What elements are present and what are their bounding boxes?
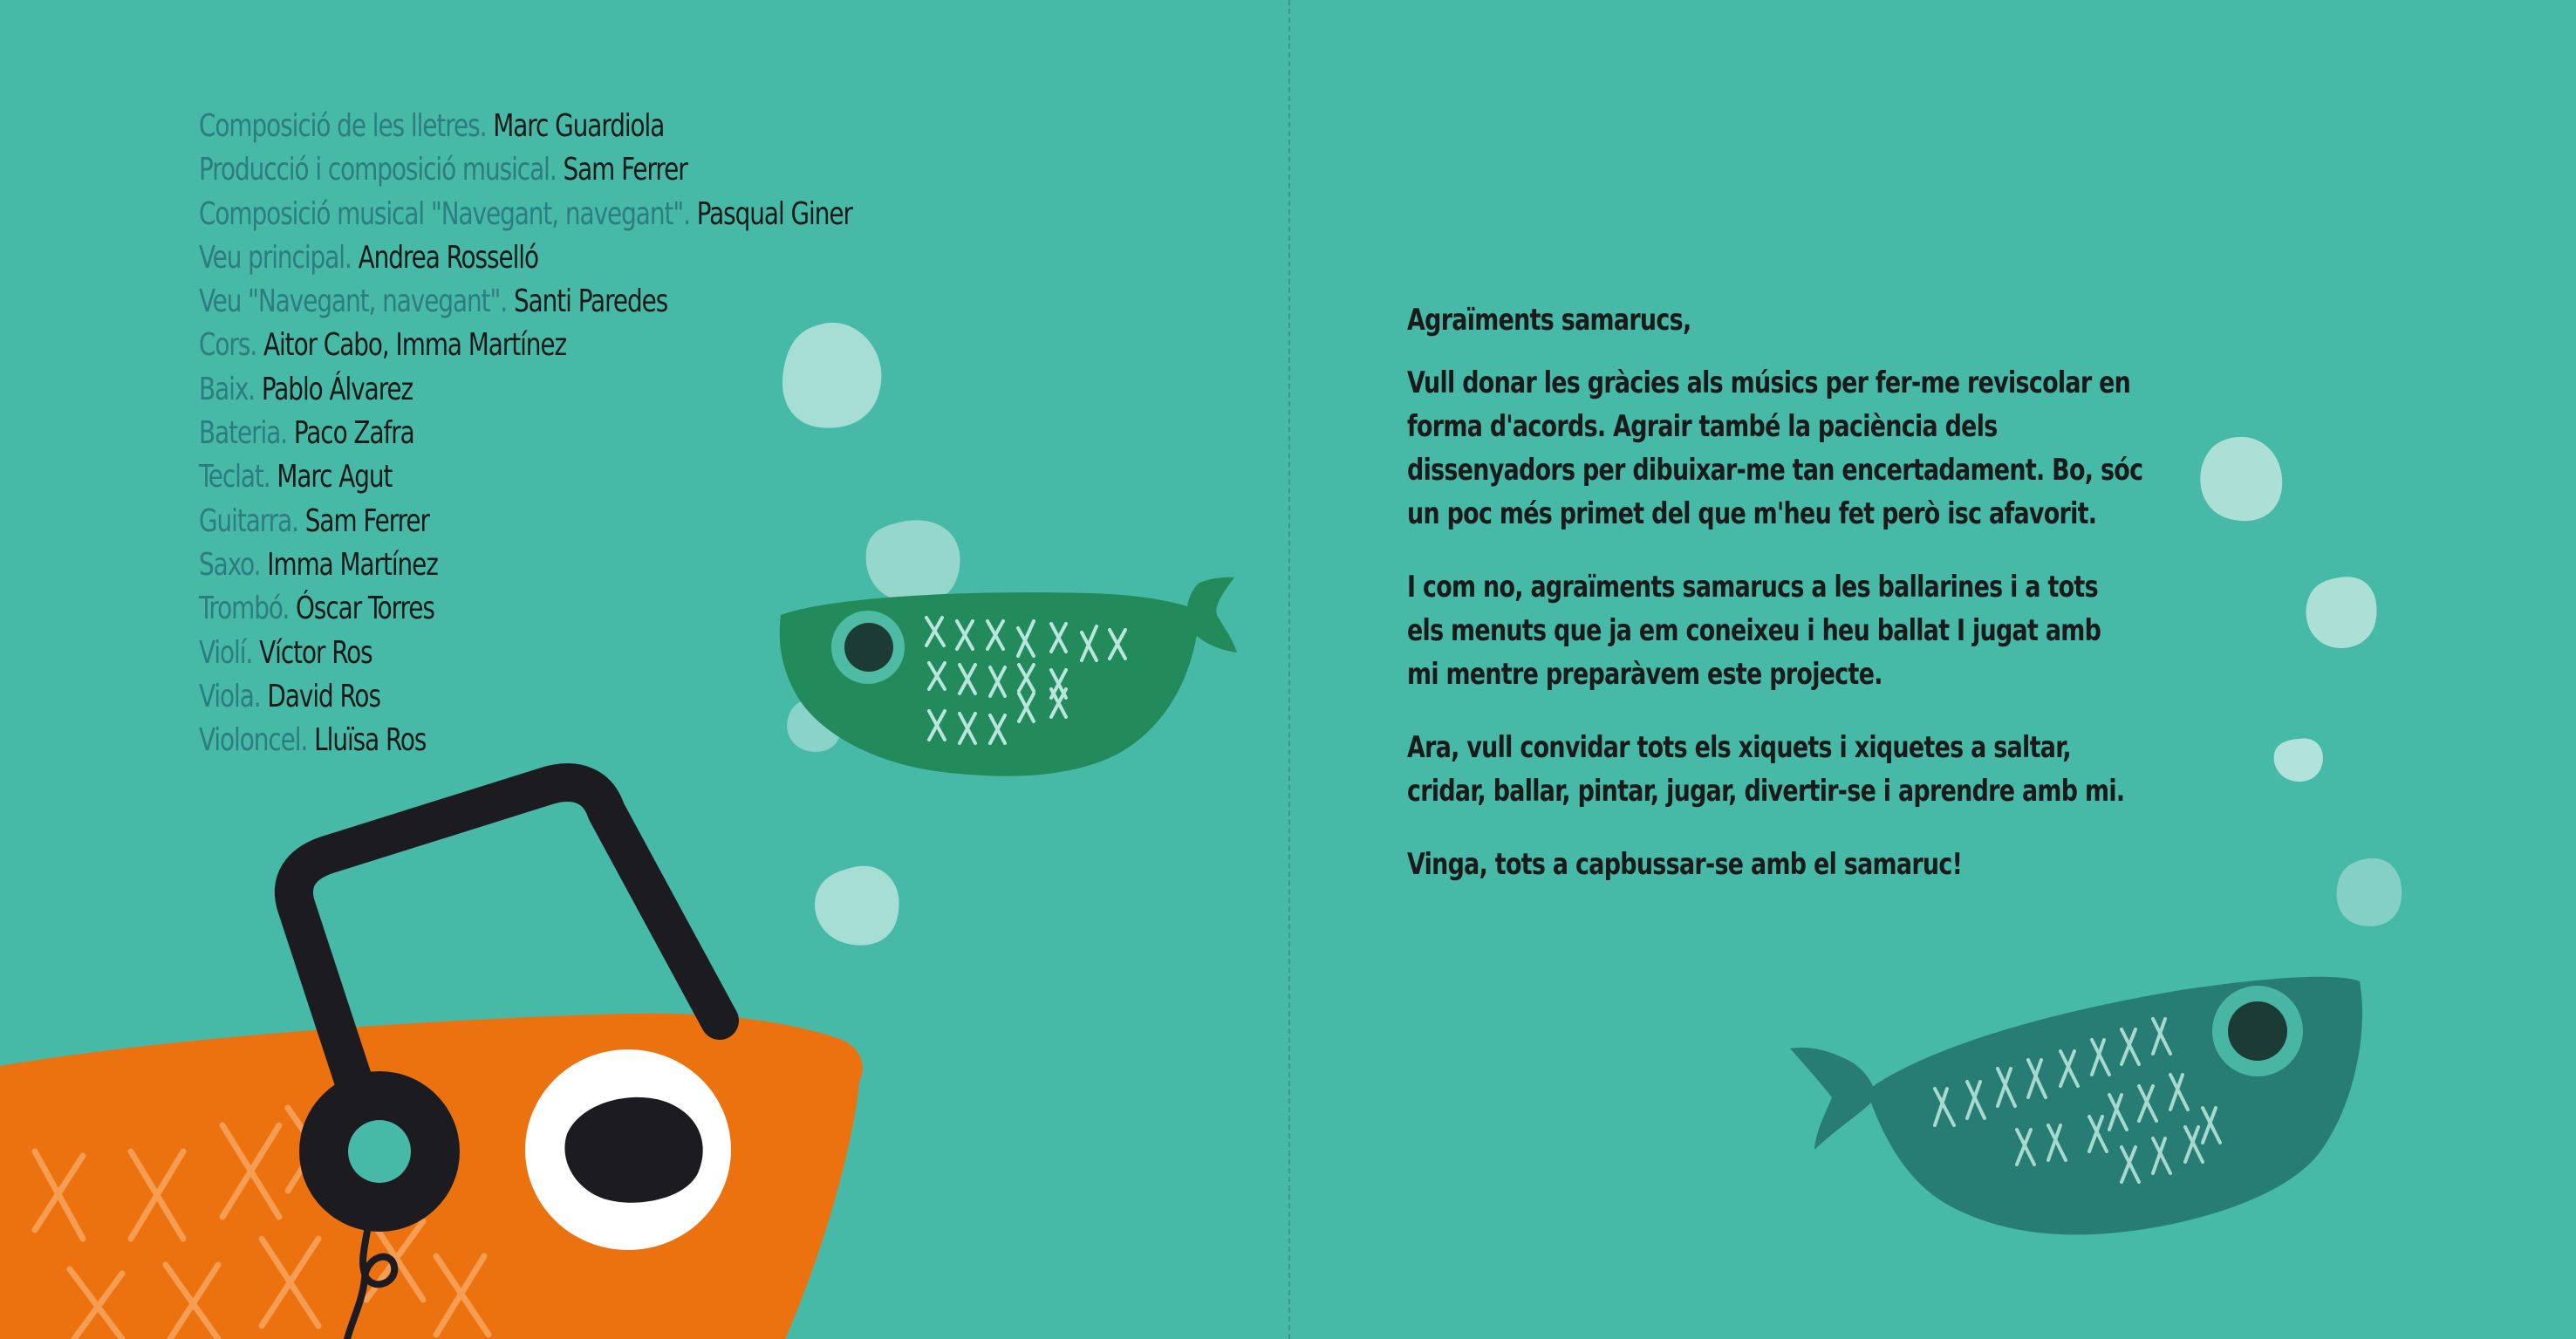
credit-line <box>199 280 844 324</box>
credit-role: Violoncel. <box>199 722 308 759</box>
acknowledgements-letter <box>1407 298 2144 916</box>
credit-name: Pasqual Giner <box>696 195 852 232</box>
credit-line <box>199 500 844 543</box>
credit-name: Óscar Torres <box>296 591 434 627</box>
letter-paragraph: I com no, agraïments samarucs a les ballarines i a tots els menuts que ja em coneixeu i heu ballat I jugat amb mi mentre preparàvem este projecte. <box>1407 570 2101 692</box>
credit-name: Santi Paredes <box>513 284 668 320</box>
credit-name: David Ros <box>267 678 380 714</box>
letter-paragraph: Vull donar les gràcies als músics per fer-me reviscolar en forma d'acords. Agrair també la paciència dels dissenyadors per dibuixar-me tan encertadament. Bo, sóc un poc més primet del que m'heu fet però isc afavorit. <box>1407 365 2143 531</box>
bubble <box>2200 437 2282 521</box>
credit-name: Paco Zafra <box>293 415 414 452</box>
credit-line <box>199 105 844 148</box>
letter-closing: Vinga, tots a capbussar-se amb el samaruc! <box>1407 847 1963 882</box>
credit-role: Violí. <box>199 634 253 671</box>
green-fish <box>780 577 1237 776</box>
credit-line <box>199 543 844 587</box>
credit-name: Sam Ferrer <box>304 502 429 539</box>
credit-role: Veu "Navegant, navegant". <box>199 284 508 320</box>
credit-name: Marc Guardiola <box>493 108 665 144</box>
credit-line <box>199 193 852 236</box>
credit-line <box>199 675 844 719</box>
credit-role: Saxo. <box>199 546 261 583</box>
credit-line <box>199 412 844 455</box>
credits-list <box>199 105 852 762</box>
page-gutter <box>1288 0 1290 1339</box>
bubbles-right <box>2200 437 2402 926</box>
credit-line <box>199 455 844 499</box>
letter-greeting: Agraïments samarucs, <box>1407 303 1691 338</box>
credit-name: Víctor Ros <box>259 634 372 671</box>
bubble <box>2306 577 2377 648</box>
credit-line <box>199 587 844 631</box>
credit-role: Viola. <box>199 678 261 714</box>
credit-name: Aitor Cabo, Imma Martínez <box>263 327 567 364</box>
credit-role: Composició de les lletres. <box>199 108 487 144</box>
credit-line <box>199 236 844 280</box>
credit-name: Marc Agut <box>277 459 393 495</box>
credit-role: Trombó. <box>199 591 290 627</box>
bubble <box>2337 858 2402 926</box>
bubble <box>866 520 960 603</box>
credit-name: Lluïsa Ros <box>314 722 427 759</box>
credit-line <box>199 632 844 675</box>
teal-fish <box>1790 977 2362 1235</box>
credit-role: Cors. <box>199 327 257 364</box>
credit-role: Veu principal. <box>199 239 352 276</box>
credit-line <box>199 148 844 192</box>
orange-fish-with-headphones <box>0 782 863 1339</box>
credit-role: Composició musical "Navegant, navegant". <box>199 195 690 232</box>
credit-role: Teclat. <box>199 459 270 495</box>
bubble <box>2274 739 2323 782</box>
credit-name: Imma Martínez <box>267 546 438 583</box>
credit-role: Baix. <box>199 371 256 407</box>
credit-line <box>199 324 844 367</box>
credit-line <box>199 368 844 412</box>
bubble <box>815 866 899 946</box>
credit-name: Andrea Rosselló <box>358 239 539 276</box>
credit-line <box>199 719 844 762</box>
credit-role: Producció i composició musical. <box>199 152 557 188</box>
letter-paragraph: Ara, vull convidar tots els xiquets i xiquetes a saltar, cridar, ballar, pintar, jugar, divertir-se i aprendre amb mi. <box>1407 730 2125 809</box>
credit-role: Guitarra. <box>199 502 298 539</box>
credit-name: Pablo Álvarez <box>261 371 413 407</box>
credit-role: Bateria. <box>199 415 288 452</box>
credit-name: Sam Ferrer <box>563 152 687 188</box>
